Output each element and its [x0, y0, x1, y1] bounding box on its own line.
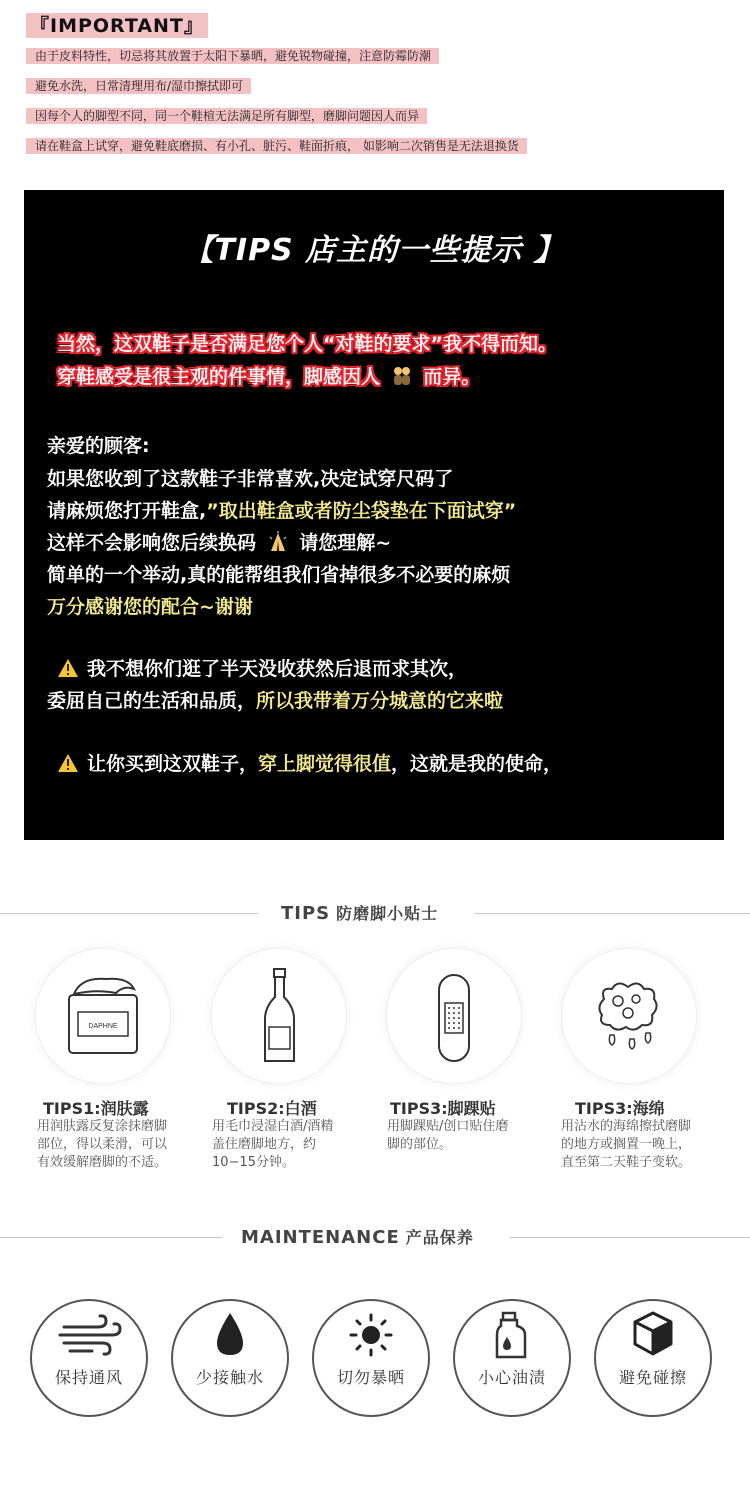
- greeting: 亲爱的顾客:: [47, 435, 150, 457]
- tip-2-circle: [211, 948, 347, 1084]
- bandage-icon: [387, 949, 521, 1083]
- body-line-4: 简单的一个举动,真的能帮组我们省掉很多不必要的麻烦: [47, 564, 511, 586]
- maintenance-label-3: 切勿暴晒: [336, 1368, 405, 1387]
- oil-bottle-icon: [455, 1301, 569, 1415]
- important-note-1: 由于皮料特性，切忌将其放置于太阳下暴晒，避免锐物碰撞，注意防霉防潮: [26, 48, 439, 64]
- important-note-4: 请在鞋盒上试穿，避免鞋底磨损、有小孔、脏污、鞋面折痕， 如影响二次销售是无法退换货: [26, 138, 527, 154]
- red-note-line-1: 当然，这双鞋子是否满足您个人“对鞋的要求”我不得而知。: [57, 333, 557, 355]
- tip-4-desc: 用沾水的海绵擦拭磨脚的地方或搁置一晚上，直至第二天鞋子变软。: [561, 1119, 692, 1170]
- warning-icon: [57, 658, 79, 678]
- tip-1-desc: 用润肤露反复涂抹磨脚部位，得以柔滑，可以有效缓解磨脚的不适。: [37, 1119, 168, 1170]
- shop-tips-box: [24, 190, 724, 840]
- red-note-line-2b: 而异。: [423, 366, 481, 388]
- body-line-2: [47, 498, 516, 524]
- body-line-3: [47, 530, 391, 556]
- warning-line-1b-a: 委屈自己的生活和品质，: [47, 690, 257, 712]
- body-line-2a: 请麻烦您打开鞋盒,: [47, 500, 207, 522]
- sun-icon: [314, 1301, 428, 1415]
- tip-3-circle: [386, 948, 522, 1084]
- maintenance-section-title: [241, 1225, 474, 1248]
- warning-line-2b: 穿上脚觉得很值: [258, 753, 392, 775]
- tip-4-circle: [561, 948, 697, 1084]
- tips-title-en: TIPS: [281, 903, 331, 924]
- water-drop-icon: [173, 1301, 287, 1415]
- maintenance-item-oil: [453, 1299, 571, 1417]
- cream-jar-icon: [36, 949, 170, 1083]
- maintenance-item-water: [171, 1299, 289, 1417]
- body-line-3b: 请您理解~: [299, 532, 392, 554]
- tips-section-title: [281, 901, 438, 924]
- jar-label: DAPHNE: [88, 1023, 118, 1030]
- tip-4-title: TIPS3:海绵: [575, 1099, 665, 1118]
- divider-line: [510, 1237, 750, 1238]
- maintenance-item-sun: [312, 1299, 430, 1417]
- maintenance-item-ventilate: [30, 1299, 148, 1417]
- important-note-3: 因每个人的脚型不同，同一个鞋楦无法满足所有脚型，磨脚问题因人而异: [26, 108, 427, 124]
- maintenance-label-5: 避免碰擦: [618, 1368, 687, 1387]
- maintenance-label-2: 少接触水: [195, 1368, 264, 1387]
- red-note-line-2: [57, 364, 480, 390]
- tip-3-desc: 用脚踝贴/创口贴住磨脚的部位。: [387, 1119, 509, 1152]
- warning-line-1: [47, 656, 467, 682]
- tip-2-title: TIPS2:白酒: [227, 1099, 317, 1118]
- box-icon: [596, 1301, 710, 1415]
- tips-title-cn: 防磨脚小贴士: [336, 904, 439, 923]
- tip-1-title: TIPS1:润肤露: [43, 1099, 149, 1118]
- tip-1-circle: [35, 948, 171, 1084]
- red-note-line-2a: 穿鞋感受是很主观的件事情，脚感因人: [57, 366, 381, 388]
- divider-line: [474, 913, 750, 914]
- body-line-1: 如果您收到了这款鞋子非常喜欢,决定试穿尺码了: [47, 468, 454, 490]
- warning-line-1b: [47, 688, 503, 714]
- praying-hands-icon: [267, 531, 289, 553]
- people-emoji-icon: [391, 365, 413, 387]
- warning-line-2c: ，这就是我的使命，: [391, 753, 563, 775]
- warning-line-1-text: 我不想你们逛了半天没收获然后退而求其次，: [87, 658, 468, 680]
- wind-icon: [32, 1301, 146, 1415]
- tip-2-desc: 用毛巾浸湿白酒/酒精盖住磨脚地方，约10−15分钟。: [212, 1119, 334, 1170]
- sponge-icon: [562, 949, 696, 1083]
- important-note-2: 避免水洗，日常清理用布/湿巾擦拭即可: [26, 78, 251, 94]
- warning-line-2a: 让你买到这双鞋子，: [87, 753, 259, 775]
- body-line-5: 万分感谢您的配合~谢谢: [47, 596, 253, 618]
- maintenance-item-box: [594, 1299, 712, 1417]
- body-line-3a: 这样不会影响您后续换码: [47, 532, 257, 554]
- divider-line: [0, 1237, 222, 1238]
- maintenance-label-1: 保持通风: [54, 1368, 123, 1387]
- tip-3-title: TIPS3:脚踝贴: [390, 1099, 496, 1118]
- maintenance-title-cn: 产品保养: [405, 1228, 474, 1247]
- warning-line-1b-b: 所以我带着万分城意的它来啦: [256, 690, 504, 712]
- maintenance-title-en: MAINTENANCE: [241, 1227, 400, 1248]
- divider-line: [0, 913, 258, 914]
- important-title: 『IMPORTANT』: [26, 13, 208, 38]
- shop-tips-title: 【TIPS 店主的一些提示 】: [183, 233, 565, 268]
- warning-line-2: [47, 751, 562, 777]
- warning-icon: [57, 753, 79, 773]
- body-line-2b: ”取出鞋盒或者防尘袋垫在下面试穿”: [206, 500, 517, 522]
- wine-bottle-icon: [212, 949, 346, 1083]
- maintenance-label-4: 小心油渍: [477, 1368, 546, 1387]
